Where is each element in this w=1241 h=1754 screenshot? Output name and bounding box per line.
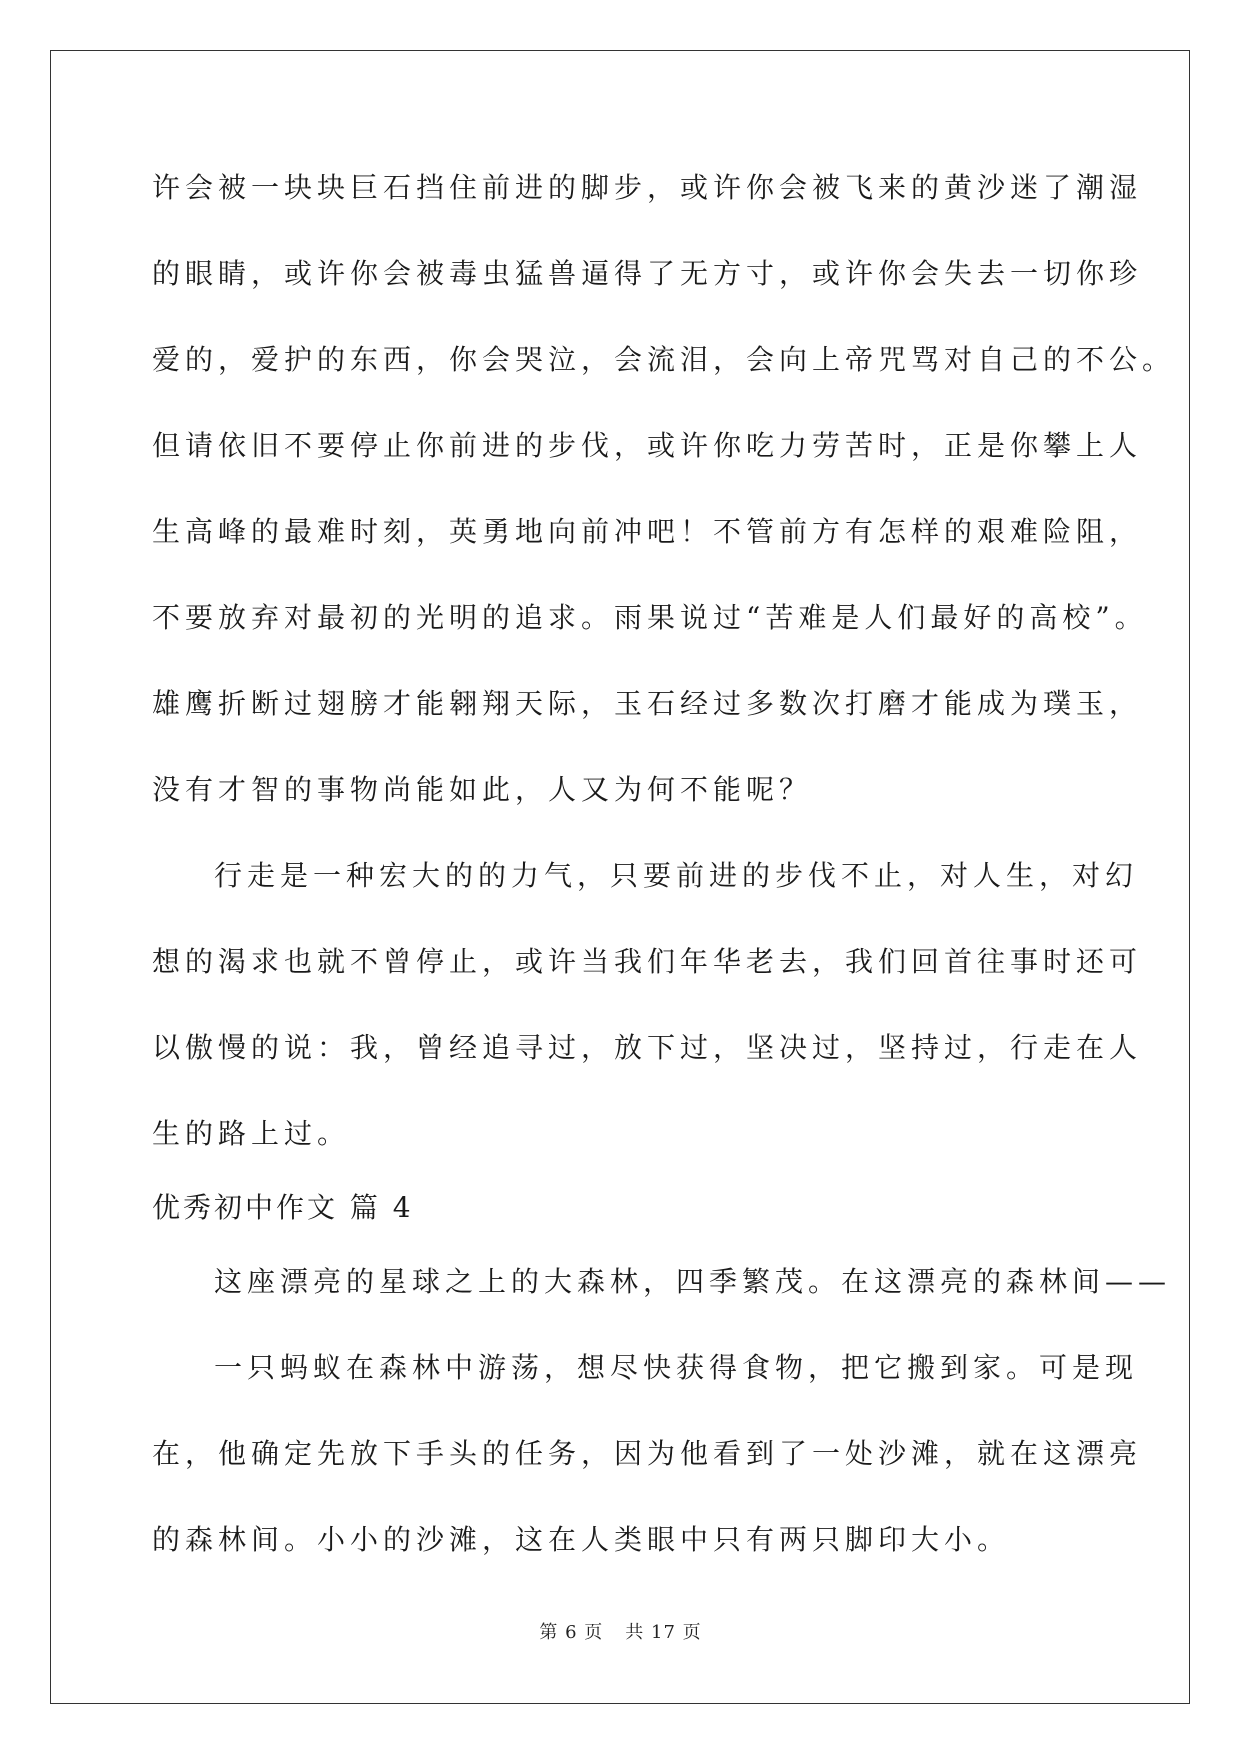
paragraph-line: 想的渴求也就不曾停止，或许当我们年华老去，我们回首往事时还可 <box>152 945 1143 978</box>
section-heading: 优秀初中作文 篇 4 <box>152 1191 414 1224</box>
paragraph-line: 一只蚂蚁在森林中游荡，想尽快获得食物，把它搬到家。可是现 <box>214 1351 1139 1384</box>
paragraph-line: 许会被一块块巨石挡住前进的脚步，或许你会被飞来的黄沙迷了潮湿 <box>152 171 1143 204</box>
paragraph-line: 没有才智的事物尚能如此，人又为何不能呢？ <box>152 773 813 806</box>
paragraph-line: 的森林间。小小的沙滩，这在人类眼中只有两只脚印大小。 <box>152 1523 1011 1556</box>
paragraph-line: 行走是一种宏大的的力气，只要前进的步伐不止，对人生，对幻 <box>214 859 1139 892</box>
paragraph-line: 但请依旧不要停止你前进的步伐，或许你吃力劳苦时，正是你攀上人 <box>152 429 1143 462</box>
paragraph-line: 生高峰的最难时刻，英勇地向前冲吧！不管前方有怎样的艰难险阻， <box>152 515 1143 548</box>
paragraph-line: 这座漂亮的星球之上的大森林，四季繁茂。在这漂亮的森林间—— <box>214 1265 1172 1298</box>
document-body <box>152 168 1176 1606</box>
paragraph-line: 爱的，爱护的东西，你会哭泣，会流泪，会向上帝咒骂对自己的不公。 <box>152 343 1176 376</box>
page-total: 共 17 页 <box>625 1622 702 1643</box>
page-number: 第 6 页 <box>539 1622 604 1643</box>
paragraph-line: 的眼睛，或许你会被毒虫猛兽逼得了无方寸，或许你会失去一切你珍 <box>152 257 1143 290</box>
page-footer <box>0 1618 1241 1644</box>
paragraph-line: 在，他确定先放下手头的任务，因为他看到了一处沙滩，就在这漂亮 <box>152 1437 1143 1470</box>
paragraph-line: 不要放弃对最初的光明的追求。雨果说过“苦难是人们最好的高校”。 <box>152 601 1148 634</box>
paragraph-line: 以傲慢的说：我，曾经追寻过，放下过，坚决过，坚持过，行走在人 <box>152 1031 1143 1064</box>
paragraph-line: 生的路上过。 <box>152 1117 351 1150</box>
paragraph-line: 雄鹰折断过翅膀才能翱翔天际，玉石经过多数次打磨才能成为璞玉， <box>152 687 1143 720</box>
